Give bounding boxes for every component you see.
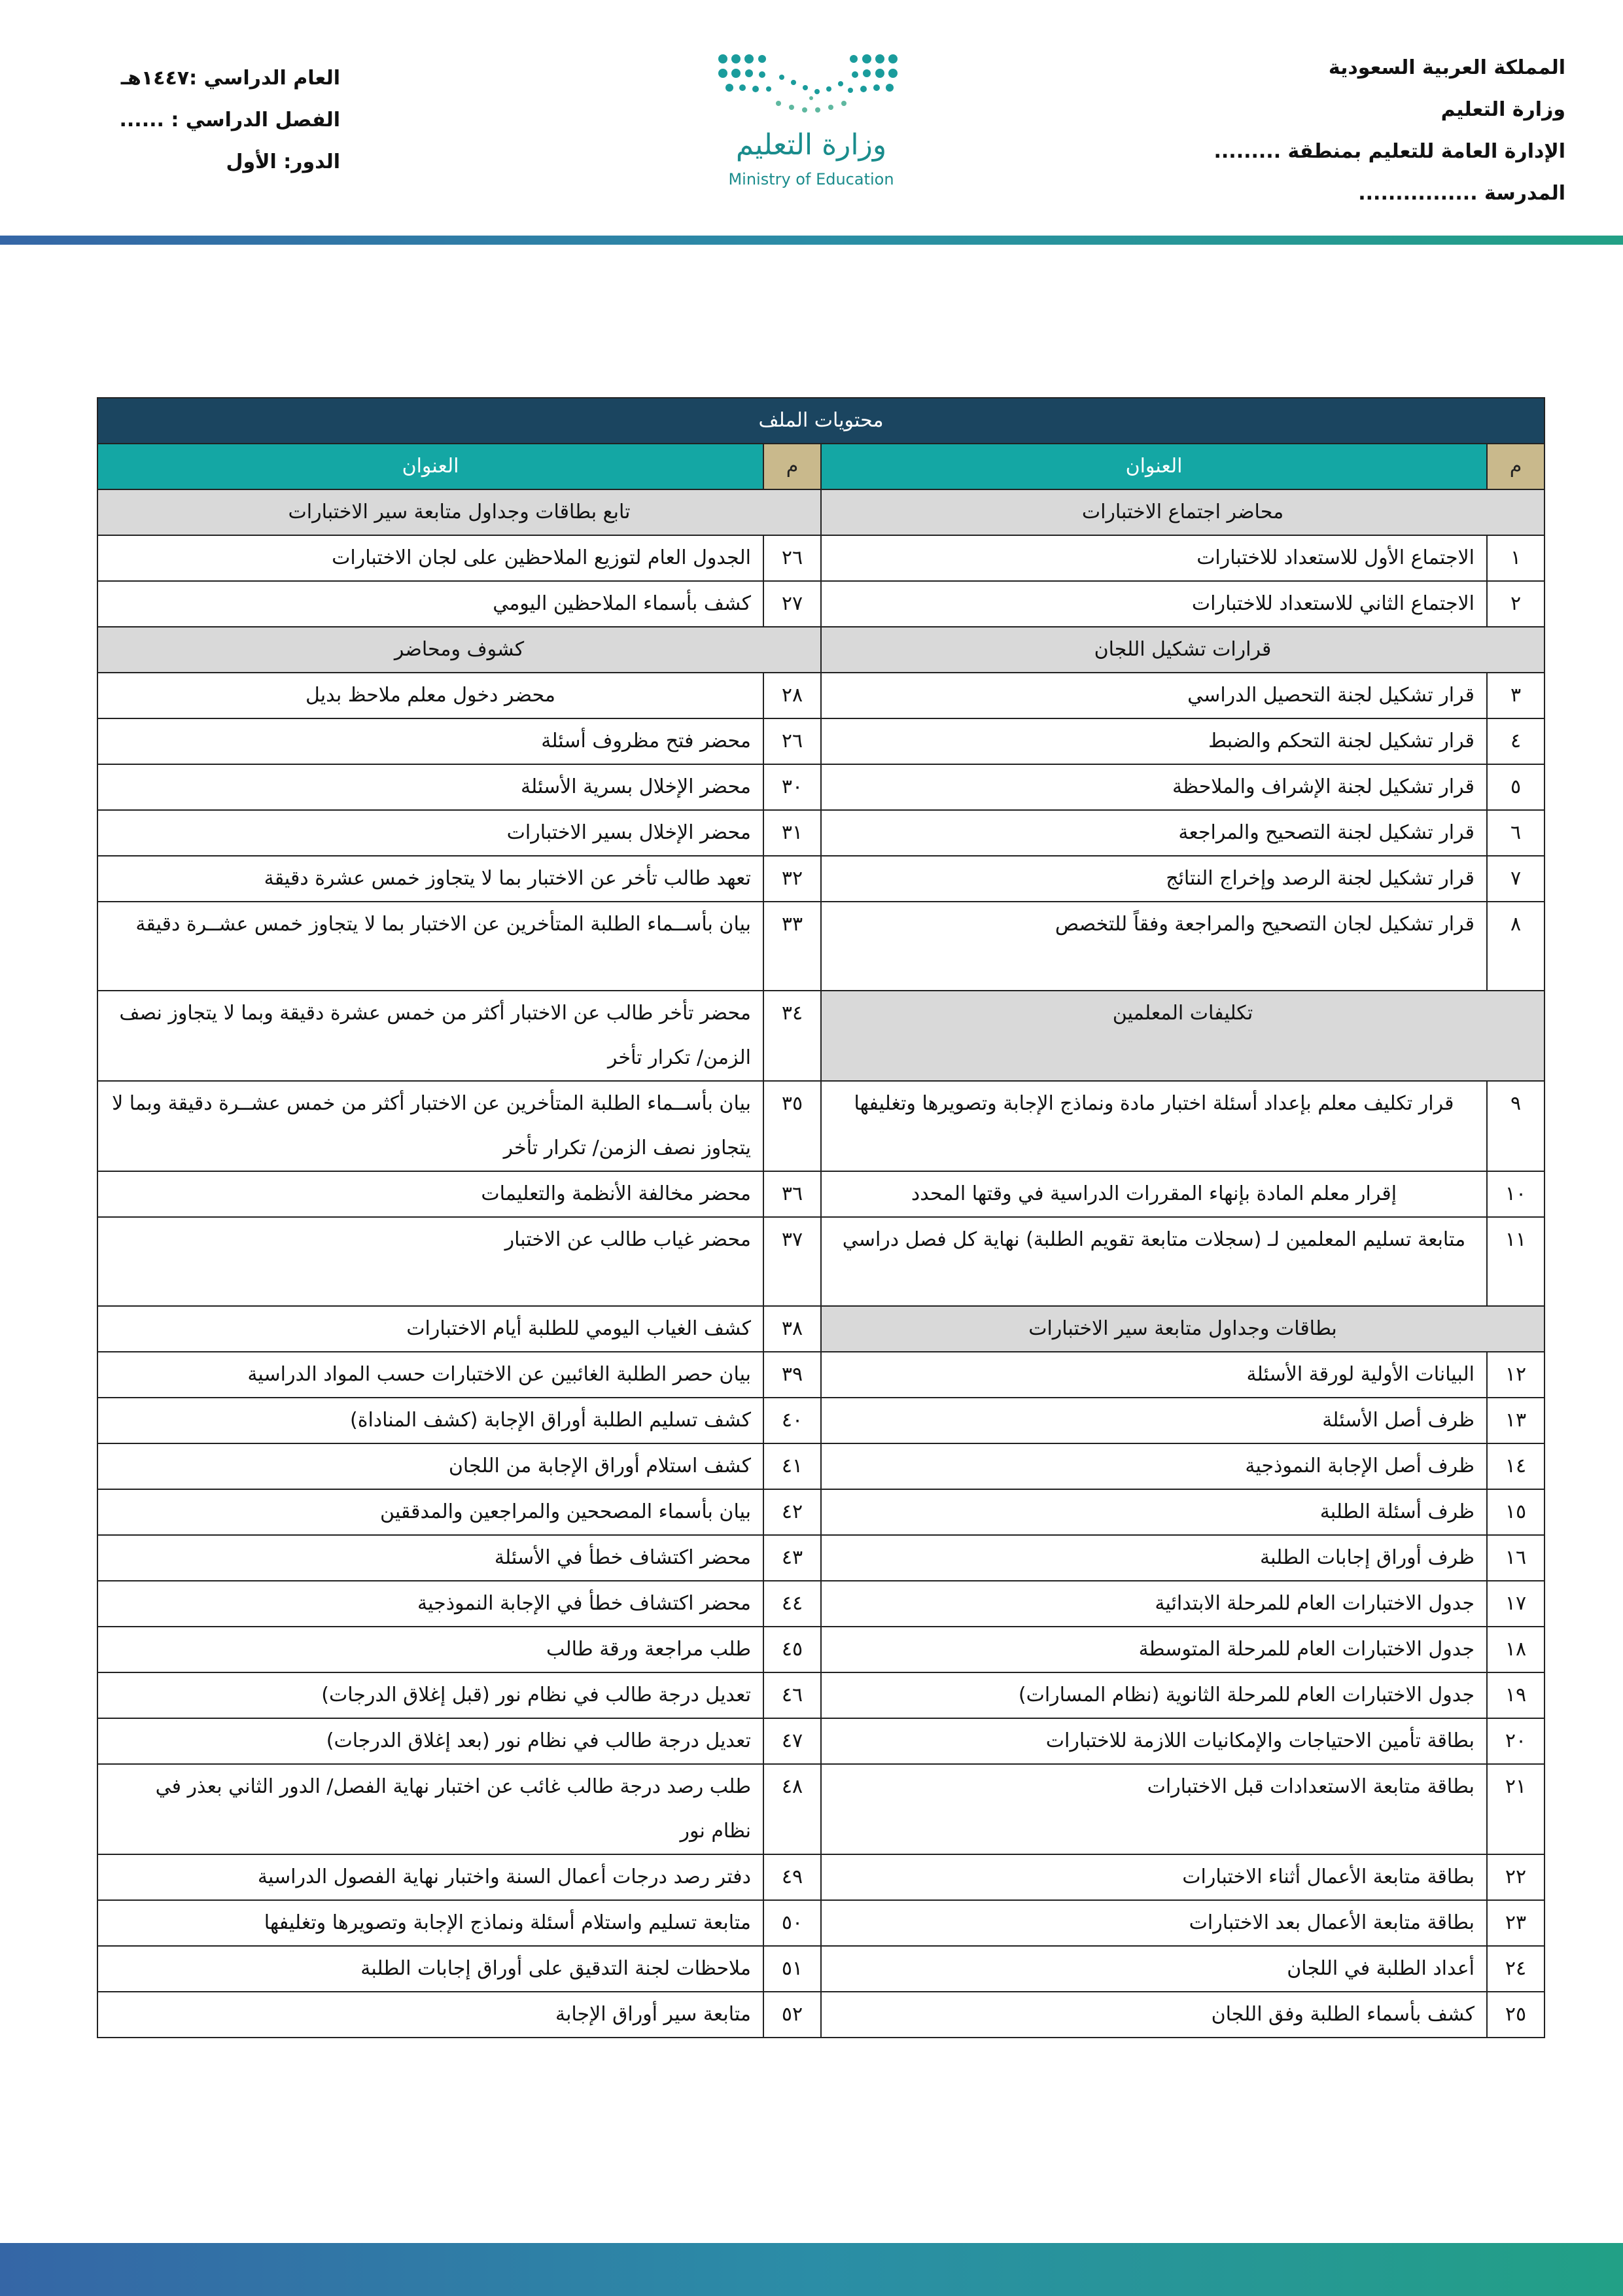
- item-title: قرار تشكيل لجان التصحيح والمراجعة وفقاً للتخصص: [821, 902, 1487, 991]
- item-number: ٢٢: [1487, 1854, 1544, 1900]
- table-row: [97, 489, 1544, 535]
- item-number: ٢٧: [763, 581, 821, 627]
- item-title: تعديل درجة طالب في نظام نور (بعد إغلاق الدرجات): [97, 1718, 763, 1764]
- item-title: قرار تشكيل لجنة الإشراف والملاحظة: [821, 764, 1487, 810]
- table-row: [97, 1306, 1544, 1352]
- title-header-left: العنوان: [97, 444, 763, 489]
- item-number: ٦: [1487, 810, 1544, 856]
- item-number: ٢٦: [763, 718, 821, 764]
- item-number: ٤٩: [763, 1854, 821, 1900]
- item-number: ٤: [1487, 718, 1544, 764]
- item-number: ٤٦: [763, 1672, 821, 1718]
- table-body: [97, 489, 1544, 2038]
- table-row: [97, 902, 1544, 991]
- item-title: بيان حصر الطلبة الغائبين عن الاختبارات حسب المواد الدراسية: [97, 1352, 763, 1398]
- item-number: ١١: [1487, 1217, 1544, 1306]
- item-title: متابعة سير أوراق الإجابة: [97, 1992, 763, 2038]
- item-title: جدول الاختبارات العام للمرحلة المتوسطة: [821, 1627, 1487, 1672]
- item-title: ملاحظات لجنة التدقيق على أوراق إجابات الطلبة: [97, 1946, 763, 1992]
- contents-table: [97, 397, 1545, 2038]
- item-title: إقرار معلم المادة بإنهاء المقررات الدراسية في وقتها المحدد: [821, 1171, 1487, 1217]
- item-title: بيان بأسماء المصححين والمراجعين والمدققين: [97, 1489, 763, 1535]
- item-number: ٩: [1487, 1081, 1544, 1171]
- item-title: ظرف أسئلة الطلبة: [821, 1489, 1487, 1535]
- item-number: ٢١: [1487, 1764, 1544, 1854]
- item-number: ١٥: [1487, 1489, 1544, 1535]
- item-number: ١٩: [1487, 1672, 1544, 1718]
- table-row: [97, 1672, 1544, 1718]
- ministry-logo: [716, 51, 906, 195]
- item-title: كشف استلام أوراق الإجابة من اللجان: [97, 1443, 763, 1489]
- table-row: [97, 1352, 1544, 1398]
- table-row: [97, 581, 1544, 627]
- table-row: [97, 764, 1544, 810]
- item-title: كشف الغياب اليومي للطلبة أيام الاختبارات: [97, 1306, 763, 1352]
- table-row: [97, 1854, 1544, 1900]
- item-number: ٢٥: [1487, 1992, 1544, 2038]
- item-number: ١٠: [1487, 1171, 1544, 1217]
- item-number: ٤٠: [763, 1398, 821, 1443]
- item-number: ١٧: [1487, 1581, 1544, 1627]
- item-number: ٤٤: [763, 1581, 821, 1627]
- item-number: ٤٥: [763, 1627, 821, 1672]
- item-title: بطاقة متابعة الاستعدادات قبل الاختبارات: [821, 1764, 1487, 1854]
- item-title: طلب مراجعة ورقة طالب: [97, 1627, 763, 1672]
- table-row: [97, 1443, 1544, 1489]
- item-title: محضر دخول معلم ملاحظ بديل: [97, 673, 763, 718]
- num-header-left: م: [763, 444, 821, 489]
- section-header-left: كشوف ومحاضر: [97, 627, 821, 673]
- item-number: ٣١: [763, 810, 821, 856]
- item-title: بطاقة متابعة الأعمال بعد الاختبارات: [821, 1900, 1487, 1946]
- item-title: ظرف أصل الأسئلة: [821, 1398, 1487, 1443]
- item-title: كشف بأسماء الطلبة وفق اللجان: [821, 1992, 1487, 2038]
- item-number: ١: [1487, 535, 1544, 581]
- item-number: ٣٦: [763, 1171, 821, 1217]
- item-number: ٣٧: [763, 1217, 821, 1306]
- item-title: جدول الاختبارات العام للمرحلة الثانوية (نظام المسارات): [821, 1672, 1487, 1718]
- section-header-right: محاضر اجتماع الاختبارات: [821, 489, 1544, 535]
- item-title: دفتر رصد درجات أعمال السنة واختبار نهاية الفصول الدراسية: [97, 1854, 763, 1900]
- table-row: [97, 991, 1544, 1081]
- table-title: محتويات الملف: [97, 398, 1544, 444]
- table-row: [97, 856, 1544, 902]
- item-number: ٢٣: [1487, 1900, 1544, 1946]
- item-title: الجدول العام لتوزيع الملاحظين على لجان الاختبارات: [97, 535, 763, 581]
- item-title: ظرف أوراق إجابات الطلبة: [821, 1535, 1487, 1581]
- item-number: ٤٣: [763, 1535, 821, 1581]
- item-number: ٥٢: [763, 1992, 821, 2038]
- table-row: [97, 1946, 1544, 1992]
- header-divider: [0, 236, 1623, 245]
- table-row: [97, 810, 1544, 856]
- table-row: [97, 627, 1544, 673]
- item-number: ٣٨: [763, 1306, 821, 1352]
- item-title: تعهد طالب تأخر عن الاختبار بما لا يتجاوز خمس عشرة دقيقة: [97, 856, 763, 902]
- item-number: ٢٦: [763, 535, 821, 581]
- item-title: بطاقة تأمين الاحتياجات والإمكانيات اللازمة للاختبارات: [821, 1718, 1487, 1764]
- table-row: [97, 1535, 1544, 1581]
- section-header-right: قرارات تشكيل اللجان: [821, 627, 1544, 673]
- item-title: كشف بأسماء الملاحظين اليومي: [97, 581, 763, 627]
- item-title: الاجتماع الثاني للاستعداد للاختبارات: [821, 581, 1487, 627]
- region-directorate: الإدارة العامة للتعليم بمنطقة .........: [1213, 140, 1565, 163]
- item-title: محضر تأخر طالب عن الاختبار أكثر من خمس عشرة دقيقة وبما لا يتجاوز نصف الزمن/ تكرار تأخر: [97, 991, 763, 1081]
- table-row: [97, 1627, 1544, 1672]
- item-number: ٤١: [763, 1443, 821, 1489]
- logo-dots-icon: [716, 51, 906, 123]
- item-title: محضر مخالفة الأنظمة والتعليمات: [97, 1171, 763, 1217]
- footer-bar: [0, 2243, 1623, 2296]
- ministry-name: وزارة التعليم: [1440, 98, 1565, 121]
- item-number: ١٣: [1487, 1398, 1544, 1443]
- item-number: ٤٧: [763, 1718, 821, 1764]
- item-title: جدول الاختبارات العام للمرحلة الابتدائية: [821, 1581, 1487, 1627]
- table-row: [97, 1764, 1544, 1854]
- table-row: [97, 673, 1544, 718]
- section-header-right: تكليفات المعلمين: [821, 991, 1544, 1081]
- item-title: بيان بأســماء الطلبة المتأخرين عن الاختبار أكثر من خمس عشــرة دقيقة وبما لا يتجاوز نصف الزمن/ تكرار تأخر: [97, 1081, 763, 1171]
- item-number: ٣٤: [763, 991, 821, 1081]
- table-row: [97, 1718, 1544, 1764]
- logo-arabic-text: وزارة التعليم: [735, 128, 887, 162]
- item-title: بيان بأســماء الطلبة المتأخرين عن الاختبار بما لا يتجاوز خمس عشــرة دقيقة: [97, 902, 763, 991]
- table-row: [97, 1217, 1544, 1306]
- semester: الفصل الدراسي : ......: [119, 109, 340, 132]
- item-number: ٨: [1487, 902, 1544, 991]
- item-number: ٣٠: [763, 764, 821, 810]
- item-number: ١٢: [1487, 1352, 1544, 1398]
- item-number: ٤٨: [763, 1764, 821, 1854]
- item-number: ٧: [1487, 856, 1544, 902]
- item-title: بطاقة متابعة الأعمال أثناء الاختبارات: [821, 1854, 1487, 1900]
- item-title: البيانات الأولية لورقة الأسئلة: [821, 1352, 1487, 1398]
- item-title: متابعة تسليم المعلمين لـ (سجلات متابعة تقويم الطلبة) نهاية كل فصل دراسي: [821, 1217, 1487, 1306]
- item-number: ٣: [1487, 673, 1544, 718]
- item-title: قرار تشكيل لجنة التحصيل الدراسي: [821, 673, 1487, 718]
- item-number: ١٨: [1487, 1627, 1544, 1672]
- item-title: قرار تشكيل لجنة التحكم والضبط: [821, 718, 1487, 764]
- item-title: قرار تكليف معلم بإعداد أسئلة اختبار مادة ونماذج الإجابة وتصويرها وتغليفها: [821, 1081, 1487, 1171]
- item-number: ٣٩: [763, 1352, 821, 1398]
- item-title: ظرف أصل الإجابة النموذجية: [821, 1443, 1487, 1489]
- table-row: [97, 1081, 1544, 1171]
- item-title: محضر اكتشاف خطأ في الإجابة النموذجية: [97, 1581, 763, 1627]
- item-number: ١٤: [1487, 1443, 1544, 1489]
- table-row: [97, 535, 1544, 581]
- item-title: محضر الإخلال بسرية الأسئلة: [97, 764, 763, 810]
- country-name: المملكة العربية السعودية: [1328, 56, 1565, 79]
- item-title: قرار تشكيل لجنة التصحيح والمراجعة: [821, 810, 1487, 856]
- academic-year: العام الدراسي :١٤٤٧هـ: [120, 67, 340, 90]
- item-number: ٥٠: [763, 1900, 821, 1946]
- header-left: [92, 58, 340, 183]
- item-number: ٣٥: [763, 1081, 821, 1171]
- item-number: ٢٠: [1487, 1718, 1544, 1764]
- logo-english-text: Ministry of Education: [728, 170, 894, 188]
- item-title: أعداد الطلبة في اللجان: [821, 1946, 1487, 1992]
- section-header-right: بطاقات وجداول متابعة سير الاختبارات: [821, 1306, 1544, 1352]
- item-title: تعديل درجة طالب في نظام نور (قبل إغلاق الدرجات): [97, 1672, 763, 1718]
- table-row: [97, 1489, 1544, 1535]
- item-number: ٢٤: [1487, 1946, 1544, 1992]
- item-number: ٤٢: [763, 1489, 821, 1535]
- table-row: [97, 1992, 1544, 2038]
- table-row: [97, 718, 1544, 764]
- item-title: محضر الإخلال بسير الاختبارات: [97, 810, 763, 856]
- table-row: [97, 1900, 1544, 1946]
- table-row: [97, 1171, 1544, 1217]
- num-header-right: م: [1487, 444, 1544, 489]
- item-number: ٥١: [763, 1946, 821, 1992]
- table-row: [97, 1581, 1544, 1627]
- item-title: كشف تسليم الطلبة أوراق الإجابة (كشف المناداة): [97, 1398, 763, 1443]
- item-number: ١٦: [1487, 1535, 1544, 1581]
- school-name: المدرسة ................: [1358, 182, 1565, 205]
- item-title: قرار تشكيل لجنة الرصد وإخراج النتائج: [821, 856, 1487, 902]
- item-title: محضر فتح مظروف أسئلة: [97, 718, 763, 764]
- item-title: متابعة تسليم واستلام أسئلة ونماذج الإجابة وتصويرها وتغليفها: [97, 1900, 763, 1946]
- item-title: محضر اكتشاف خطأ في الأسئلة: [97, 1535, 763, 1581]
- item-title: محضر غياب طالب عن الاختبار: [97, 1217, 763, 1306]
- header-right: [1108, 47, 1565, 215]
- table-row: [97, 1398, 1544, 1443]
- title-header-right: العنوان: [821, 444, 1487, 489]
- item-title: طلب رصد درجة طالب غائب عن اختبار نهاية الفصل/ الدور الثاني بعذر في نظام نور: [97, 1764, 763, 1854]
- item-number: ٣٢: [763, 856, 821, 902]
- item-number: ٢٨: [763, 673, 821, 718]
- item-number: ٣٣: [763, 902, 821, 991]
- item-number: ٥: [1487, 764, 1544, 810]
- item-number: ٢: [1487, 581, 1544, 627]
- section-header-left: تابع بطاقات وجداول متابعة سير الاختبارات: [97, 489, 821, 535]
- exam-round: الدور: الأول: [226, 150, 340, 173]
- item-title: الاجتماع الأول للاستعداد للاختبارات: [821, 535, 1487, 581]
